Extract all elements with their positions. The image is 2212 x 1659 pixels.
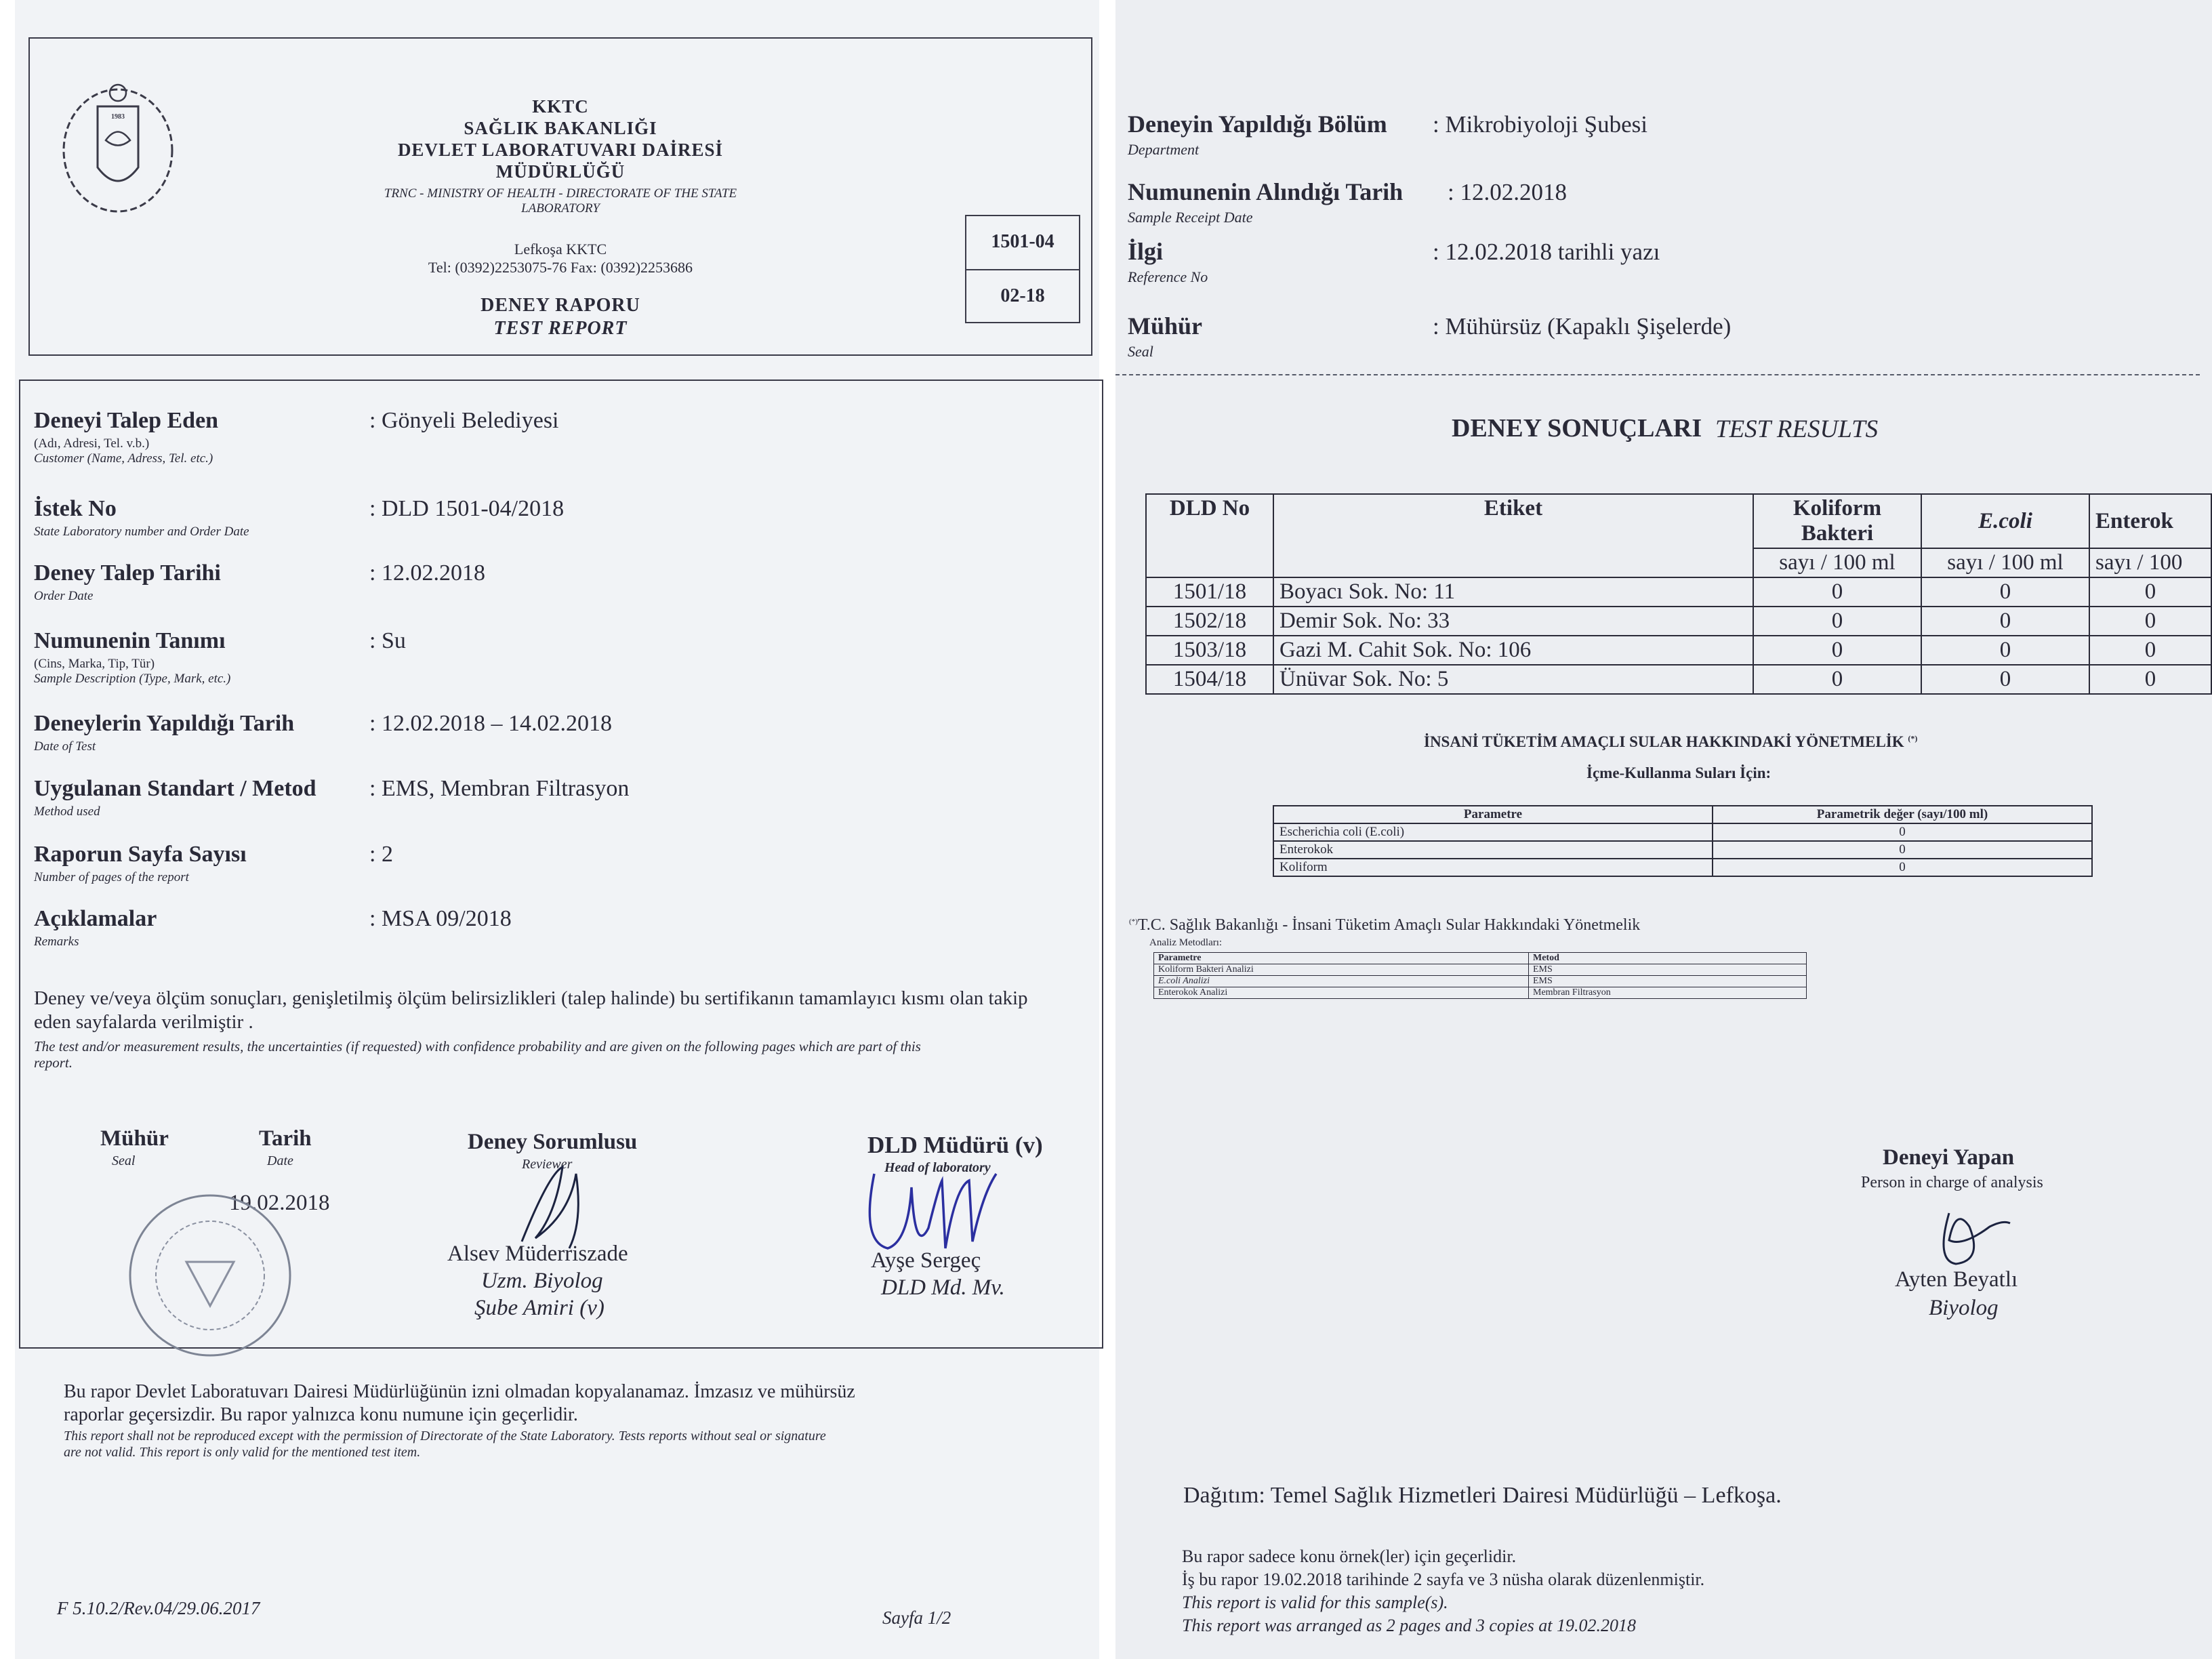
footnote-text: T.C. Sağlık Bakanlığı - İnsani Tüketim Amaçlı Sular Hakkındaki Yönetmelik <box>1137 916 1641 934</box>
field-value: : 12.02.2018 <box>1448 179 1567 205</box>
field-value: : 12.02.2018 tarihli yazı <box>1433 239 1660 265</box>
report-code-box <box>965 215 1080 323</box>
param-col-value: Parametrik değer (sayı/100 ml) <box>1713 806 2092 823</box>
field-label: İstek No <box>34 496 117 521</box>
footer-tr-2: raporlar geçersizdir. Bu rapor yalnızca konu numune için geçerlidir. <box>64 1404 578 1425</box>
field-value: : Mikrobiyoloji Şubesi <box>1433 111 1647 138</box>
table-cell: Membran Filtrasyon <box>1529 987 1807 999</box>
field-value: : Mühürsüz (Kapaklı Şişelerde) <box>1433 313 1732 340</box>
report-page-1 <box>15 0 1099 1659</box>
header-box <box>28 37 1092 356</box>
field-sub-1: (Adı, Adresi, Tel. v.b.) <box>34 436 150 451</box>
field-label: Raporun Sayfa Sayısı <box>34 842 247 867</box>
table-cell: EMS <box>1529 964 1807 976</box>
date-value: 19.02.2018 <box>229 1191 330 1215</box>
table-cell: Koliform Bakteri Analizi <box>1154 964 1529 976</box>
table-cell: 0 <box>1921 577 2089 607</box>
header-english-2: LABORATORY <box>521 201 600 216</box>
report-code-2: 02-18 <box>1000 285 1045 306</box>
footer-en-1: This report shall not be reproduced except with the permission of Directorate of the State Laboratory. Tests reports without seal or signature <box>64 1429 826 1443</box>
col-enterok: Enterok <box>2089 494 2211 548</box>
unit-ecoli: sayı / 100 ml <box>1921 548 2089 577</box>
col-coliform: Koliform Bakteri <box>1753 494 1921 548</box>
field-value: : 12.02.2018 – 14.02.2018 <box>369 711 612 736</box>
col-dld-no: DLD No <box>1146 494 1273 577</box>
table-row <box>1273 841 2092 859</box>
table-cell: 0 <box>2089 665 2211 694</box>
table-cell: 0 <box>1921 607 2089 636</box>
note-1: Bu rapor sadece konu örnek(ler) için geçerlidir. <box>1182 1547 1517 1566</box>
note-3: This report is valid for this sample(s). <box>1182 1593 1448 1612</box>
table-cell: EMS <box>1529 976 1807 987</box>
table-cell: Enterokok Analizi <box>1154 987 1529 999</box>
main-info-box <box>19 380 1103 1349</box>
header-lab: DEVLET LABORATUVARI DAİRESİ <box>397 140 724 160</box>
field-label: Mühür <box>1128 312 1203 340</box>
field-sub-1: Date of Test <box>34 739 96 754</box>
head-name: Ayşe Sergeç <box>871 1248 981 1273</box>
field-label: Deneyin Yapıldığı Bölüm <box>1128 110 1387 138</box>
field-sub-1: State Laboratory number and Order Date <box>34 525 249 539</box>
table-cell: 0 <box>1713 841 2092 859</box>
table-cell: 0 <box>1713 823 2092 841</box>
table-row <box>1154 976 1807 987</box>
table-cell: Demir Sok. No: 33 <box>1273 607 1753 636</box>
regulation-title-text: İNSANİ TÜKETİM AMAÇLI SULAR HAKKINDAKİ YÖNETMELİK <box>1424 733 1904 750</box>
method-col-param: Parametre <box>1154 953 1529 964</box>
regulation-title <box>1424 733 1917 751</box>
table-row <box>1146 636 2211 665</box>
field-value: : MSA 09/2018 <box>369 906 512 931</box>
field-label: Deneylerin Yapıldığı Tarih <box>34 711 295 736</box>
unit-coliform: sayı / 100 ml <box>1753 548 1921 577</box>
header-english-1: TRNC - MINISTRY OF HEALTH - DIRECTORATE OF THE STATE <box>384 186 737 201</box>
parameter-table <box>1273 805 2093 877</box>
header-city: Lefkoşa KKTC <box>514 241 607 258</box>
field-sub: Seal <box>1128 343 1153 360</box>
col-ecoli: E.coli <box>1921 494 2089 548</box>
table-cell: 0 <box>2089 636 2211 665</box>
method-col-method: Metod <box>1529 953 1807 964</box>
table-cell: 0 <box>1921 665 2089 694</box>
field-sub-1: Method used <box>34 804 100 819</box>
table-row <box>1146 665 2211 694</box>
note-4: This report was arranged as 2 pages and 3 copies at 19.02.2018 <box>1182 1616 1636 1635</box>
field-label: Deneyi Talep Eden <box>34 408 219 433</box>
analyst-title: Deneyi Yapan <box>1883 1145 2015 1170</box>
reviewer-label-en: Reviewer <box>522 1157 573 1172</box>
table-cell: 0 <box>2089 607 2211 636</box>
footnote <box>1129 916 1640 935</box>
field-value: : DLD 1501-04/2018 <box>369 496 565 521</box>
table-cell: Gazi M. Cahit Sok. No: 106 <box>1273 636 1753 665</box>
table-cell: Koliform <box>1273 859 1713 876</box>
report-title-en: TEST REPORT <box>493 318 628 339</box>
field-label: Numunenin Tanımı <box>34 628 226 653</box>
table-cell: 1502/18 <box>1146 607 1273 636</box>
footnote-mark: (*) <box>1129 918 1138 926</box>
table-row <box>1146 607 2211 636</box>
reviewer-label: Deney Sorumlusu <box>468 1130 638 1154</box>
header-contact: Tel: (0392)2253075-76 Fax: (0392)2253686 <box>428 259 693 276</box>
table-cell: 1503/18 <box>1146 636 1273 665</box>
field-value: : Gönyeli Belediyesi <box>369 408 559 433</box>
report-title: DENEY RAPORU <box>480 295 640 316</box>
table-row <box>1154 987 1807 999</box>
results-note-en-1: The test and/or measurement results, the uncertainties (if requested) with confidence probability and are given on the following pages which are part of this <box>34 1038 921 1054</box>
field-sub-2: Customer (Name, Adress, Tel. etc.) <box>34 451 213 466</box>
col-label: Etiket <box>1273 494 1753 577</box>
analyst-title-en: Person in charge of analysis <box>1861 1174 2043 1191</box>
report-page-2 <box>1115 0 2212 1659</box>
footer-en-2: are not valid. This report is only valid for the mentioned test item. <box>64 1445 421 1460</box>
field-sub-2: Sample Description (Type, Mark, etc.) <box>34 672 231 686</box>
results-note-tr-2: eden sayfalarda verilmiştir . <box>34 1011 253 1033</box>
table-cell: E.coli Analizi <box>1154 976 1529 987</box>
field-sub-1: Remarks <box>34 935 79 949</box>
form-number: F 5.10.2/Rev.04/29.06.2017 <box>57 1598 260 1618</box>
table-cell: 0 <box>1713 859 2092 876</box>
field-sub-1: Number of pages of the report <box>34 870 189 884</box>
table-cell: Escherichia coli (E.coli) <box>1273 823 1713 841</box>
field-label: Uygulanan Standart / Metod <box>34 776 316 801</box>
distribution: Dağıtım: Temel Sağlık Hizmetleri Dairesi Müdürlüğü – Lefkoşa. <box>1183 1483 1782 1508</box>
table-cell: 0 <box>1753 636 1921 665</box>
results-note-tr-1: Deney ve/veya ölçüm sonuçları, genişletilmiş ölçüm belirsizlikleri (talep halinde) bu sertifikanın tamamlayıcı kısmı olan takip <box>34 987 1028 1009</box>
report-code-1: 1501-04 <box>991 231 1054 252</box>
table-cell: Enterokok <box>1273 841 1713 859</box>
analyst-signature-icon <box>1922 1200 2030 1274</box>
results-title-en: TEST RESULTS <box>1715 415 1879 443</box>
header-ministry: SAĞLIK BAKANLIĞI <box>464 118 657 138</box>
results-note-en-2: report. <box>34 1054 73 1071</box>
field-sub-1: Order Date <box>34 589 94 603</box>
field-label: Numunenin Alındığı Tarih <box>1128 178 1404 205</box>
reviewer-name: Alsev Müderriszade <box>447 1242 628 1266</box>
footer-tr-1: Bu rapor Devlet Laboratuvarı Dairesi Müdürlüğünün izni olmadan kopyalanamaz. İmzasız ve mühürsüz <box>64 1381 855 1402</box>
table-row <box>1273 859 2092 876</box>
table-cell: 0 <box>1753 665 1921 694</box>
analyst-role: Biyolog <box>1929 1296 1999 1320</box>
head-title: DLD Md. Mv. <box>881 1275 1005 1300</box>
field-value: : EMS, Membran Filtrasyon <box>369 776 630 801</box>
table-cell: 0 <box>2089 577 2211 607</box>
field-value: : 12.02.2018 <box>369 560 485 586</box>
table-row <box>1154 964 1807 976</box>
seal-label: Mühür <box>100 1126 169 1151</box>
page-number-1: Sayfa 1/2 <box>882 1607 951 1628</box>
regulation-mark: (*) <box>1908 733 1918 743</box>
unit-enterok: sayı / 100 <box>2089 548 2211 577</box>
field-sub-1: (Cins, Marka, Tip, Tür) <box>34 657 155 671</box>
head-signature-icon <box>861 1160 1023 1262</box>
analysis-methods-label: Analiz Metodları: <box>1149 937 1223 948</box>
field-value: : Su <box>369 628 406 653</box>
table-row <box>1273 823 2092 841</box>
date-label: Tarih <box>259 1126 312 1151</box>
header-directorate: MÜDÜRLÜĞÜ <box>495 161 626 182</box>
reviewer-signature-icon <box>508 1160 617 1255</box>
emblem-year: 1983 <box>111 113 125 121</box>
field-sub: Reference No <box>1128 268 1208 285</box>
table-row <box>1146 577 2211 607</box>
param-col-name: Parametre <box>1273 806 1713 823</box>
field-sub: Department <box>1128 141 1200 158</box>
regulation-subtitle: İçme-Kullanma Suları İçin: <box>1586 764 1771 781</box>
header-kktc: KKTC <box>532 96 589 117</box>
official-stamp-icon <box>122 1187 298 1364</box>
table-cell: 0 <box>1753 607 1921 636</box>
methods-table <box>1153 952 1807 999</box>
reviewer-title-2: Şube Amiri (v) <box>474 1296 605 1320</box>
field-label: Deney Talep Tarihi <box>34 560 221 586</box>
seal-label-en: Seal <box>112 1153 136 1168</box>
note-2: İş bu rapor 19.02.2018 tarihinde 2 sayfa ve 3 nüsha olarak düzenlenmiştir. <box>1182 1570 1705 1589</box>
field-label: İlgi <box>1128 238 1164 265</box>
head-label-en: Head of laboratory <box>884 1160 991 1175</box>
reviewer-title-1: Uzm. Biyolog <box>481 1269 603 1293</box>
field-sub: Sample Receipt Date <box>1128 209 1253 226</box>
table-cell: Boyacı Sok. No: 11 <box>1273 577 1753 607</box>
table-cell: 1504/18 <box>1146 665 1273 694</box>
results-table <box>1145 493 2212 695</box>
field-value: : 2 <box>369 842 393 867</box>
table-cell: 1501/18 <box>1146 577 1273 607</box>
date-label-en: Date <box>267 1153 293 1168</box>
results-title: DENEY SONUÇLARI <box>1452 414 1702 443</box>
dashed-divider <box>1115 374 2200 375</box>
table-cell: 0 <box>1921 636 2089 665</box>
head-label: DLD Müdürü (v) <box>867 1132 1043 1158</box>
field-label: Açıklamalar <box>34 906 157 931</box>
table-cell: Ünüvar Sok. No: 5 <box>1273 665 1753 694</box>
analyst-name: Ayten Beyatlı <box>1895 1267 2018 1292</box>
table-cell: 0 <box>1753 577 1921 607</box>
